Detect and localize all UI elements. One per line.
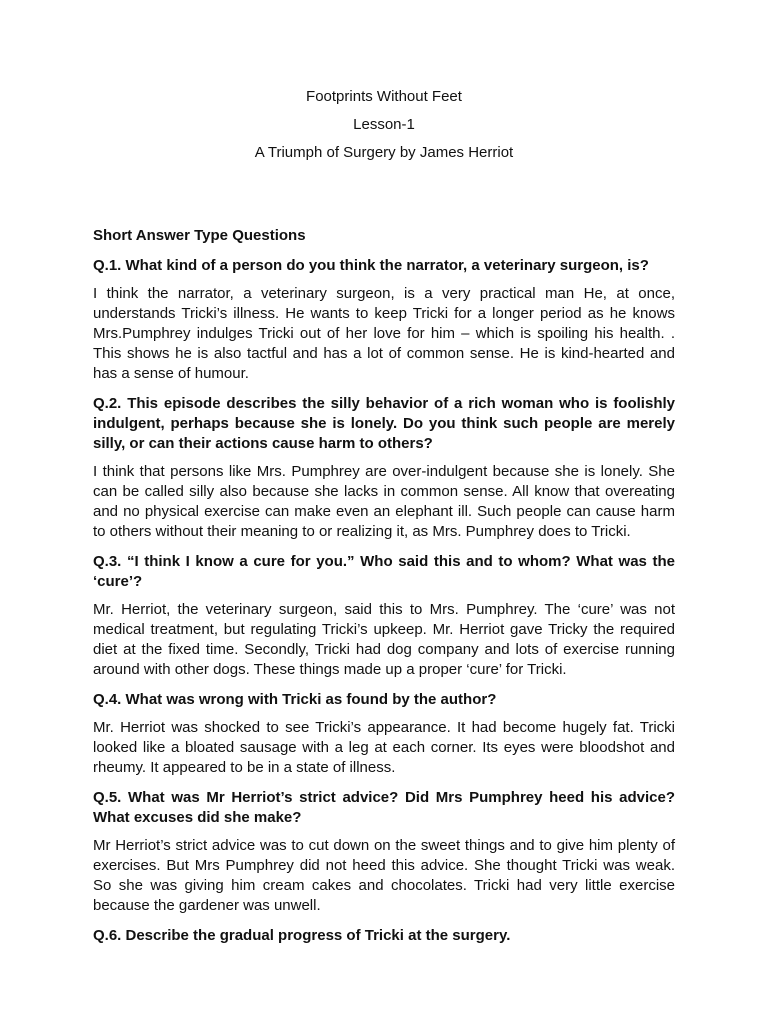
question-2: Q.2. This episode describes the silly behavior of a rich woman who is foolishly indulgent, perhaps because she is lonely. Do you think such people are merely silly, or can their actions cause harm to others? xyxy=(93,395,675,452)
answer-3: Mr. Herriot, the veterinary surgeon, said this to Mrs. Pumphrey. The ‘cure’ was not medical treatment, but regulating Tricki’s upkeep. Mr. Herriot gave Tricky the required diet at the fixed time. Secondly, Tricki had dog company and lots of exercise running around with other dogs. These things made up a proper ‘cure’ for Tricki. xyxy=(93,601,675,678)
book-title: Footprints Without Feet xyxy=(306,88,462,105)
answer-4: Mr. Herriot was shocked to see Tricki’s appearance. It had become hugely fat. Tricki looked like a bloated sausage with a leg at each corner. Its eyes were bloodshot and rheumy. It appeared to be in a state of illness. xyxy=(93,719,675,776)
document-body xyxy=(93,226,675,954)
answer-2: I think that persons like Mrs. Pumphrey are over-indulgent because she is lonely. She can be called silly also because she lacks in common sense. All know that overeating and no physical exercise can make even an elephant ill. Such people can cause harm to others without their meaning to or realizing it, as Mrs. Pumphrey does to Tricki. xyxy=(93,463,675,540)
question-1: Q.1. What kind of a person do you think the narrator, a veterinary surgeon, is? xyxy=(93,257,649,274)
answer-5: Mr Herriot’s strict advice was to cut down on the sweet things and to give him plenty of exercises. But Mrs Pumphrey did not heed this advice. She thought Tricki was weak. So she was giving him cream cakes and chocolates. Tricki had very little exercise because the gardener was unwell. xyxy=(93,837,675,914)
section-heading: Short Answer Type Questions xyxy=(93,227,306,244)
question-4: Q.4. What was wrong with Tricki as found by the author? xyxy=(93,691,497,708)
question-6: Q.6. Describe the gradual progress of Tricki at the surgery. xyxy=(93,927,511,944)
lesson-label: Lesson-1 xyxy=(353,116,415,133)
answer-1: I think the narrator, a veterinary surgeon, is a very practical man He, at once, understands Tricki’s illness. He wants to keep Tricki for a longer period as he knows Mrs.Pumphrey indulges Tricki out of her love for him – which is spoiling his health. . This shows he is also tactful and has a lot of common sense. He is kind-hearted and has a sense of humour. xyxy=(93,285,675,382)
question-5: Q.5. What was Mr Herriot’s strict advice? Did Mrs Pumphrey heed his advice? What excuses did she make? xyxy=(93,789,675,826)
question-3: Q.3. “I think I know a cure for you.” Who said this and to whom? What was the ‘cure’? xyxy=(93,553,675,590)
chapter-title: A Triumph of Surgery by James Herriot xyxy=(254,144,514,161)
